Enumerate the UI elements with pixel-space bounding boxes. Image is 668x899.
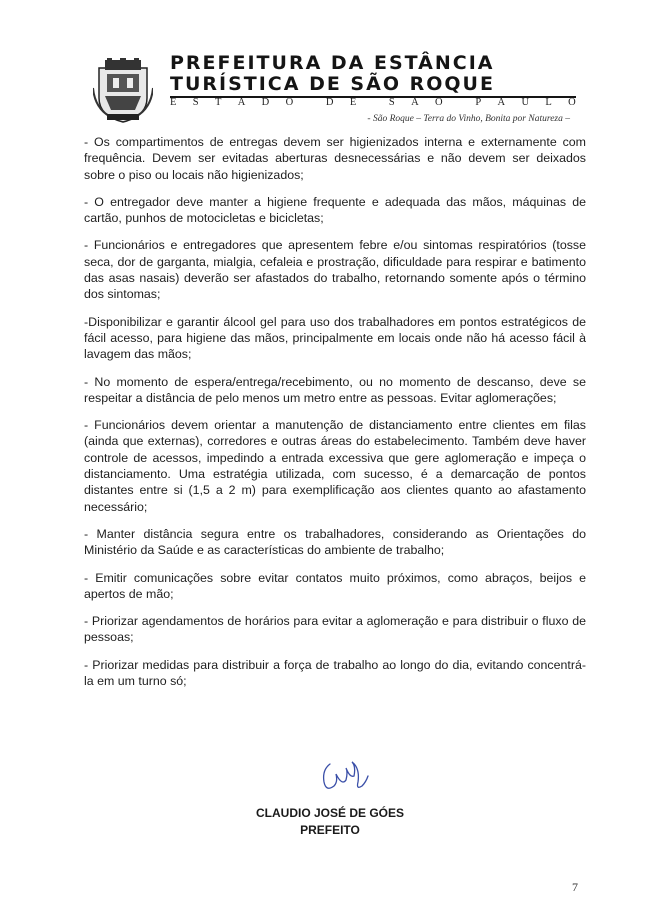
state-letter: S — [192, 97, 199, 108]
state-letter: P — [475, 97, 482, 108]
state-letter: D — [325, 97, 334, 108]
header-motto: - São Roque – Terra do Vinho, Bonita por Natureza – — [367, 114, 570, 124]
state-letter: E — [170, 97, 177, 108]
state-letter: U — [521, 97, 530, 108]
guideline-paragraph: -Disponibilizar e garantir álcool gel para uso dos trabalhadores em pontos estratégicos de fácil acesso, para higiene das mãos, principalmente em locais onde não há acesso fácil à lavagem das mãos; — [84, 314, 586, 362]
guideline-paragraph: - Emitir comunicações sobre evitar contatos muito próximos, como abraços, beijos e apertos de mão; — [84, 570, 586, 601]
state-letter: A — [497, 97, 506, 108]
municipal-coat-of-arms-icon — [93, 58, 153, 124]
state-letter: D — [261, 97, 270, 108]
guideline-paragraph: - Funcionários e entregadores que apresentem febre e/ou sintomas respiratórios (tosse seca, dor de garganta, mialgia, cefaleia e prostração, dificuldade para respirar e batimento das asas nasais) deverão ser afastados do trabalho, retornando somente após o término dos sintomas; — [84, 238, 586, 302]
state-letter: S — [388, 97, 395, 108]
document-body — [84, 134, 586, 700]
header-title-line2: TURÍSTICA DE SÃO ROQUE — [170, 73, 495, 95]
state-letter: O — [568, 97, 576, 108]
state-letter: O — [435, 97, 443, 108]
guideline-paragraph: - O entregador deve manter a higiene frequente e adequada das mãos, máquinas de cartão, punhos de motocicletas e bicicletas; — [84, 194, 586, 226]
guideline-paragraph: - Manter distância segura entre os trabalhadores, considerando as Orientações do Ministério da Saúde e as características do ambiente de trabalho; — [84, 526, 586, 558]
header-state-line — [170, 96, 576, 110]
guideline-paragraph: - Funcionários devem orientar a manutenção de distanciamento entre clientes em filas (ainda que externas), corredores e outras áreas do estabelecimento. Também deve haver controle de acessos, impedindo a entrada excessiva que gere aglomeração e impeça o distanciamento. Uma estratégia utilizada, com sucesso, é a demarcação de pontos distantes entre si (1,5 a 2 m) para exemplificação aos clientes quanto ao afastamento necessário; — [84, 418, 586, 514]
page-number: 7 — [572, 880, 578, 894]
state-letter: Ã — [411, 97, 419, 108]
state-letter: A — [237, 97, 246, 108]
handwritten-signature — [316, 756, 376, 796]
guideline-paragraph: - Os compartimentos de entregas devem ser higienizados interna e externamente com frequência. Devem ser evitadas aberturas desnecessárias e não devem ser deixados sobre o piso ou locais não higienizados; — [84, 135, 586, 182]
signatory-name: CLAUDIO JOSÉ DE GÓES — [255, 806, 405, 820]
signatory-title: PREFEITO — [300, 823, 360, 837]
state-letter: T — [214, 97, 222, 108]
state-letter: L — [545, 97, 552, 108]
guideline-paragraph: - Priorizar agendamentos de horários para evitar a aglomeração e para distribuir o fluxo de pessoas; — [84, 614, 586, 645]
state-letter: O — [285, 97, 294, 108]
state-letter: E — [349, 97, 357, 108]
guideline-paragraph: - No momento de espera/entrega/recebimento, ou no momento de descanso, deve se respeitar a distância de pelo menos um metro entre as pessoas. Evitar aglomerações; — [84, 374, 586, 405]
guideline-paragraph: - Priorizar medidas para distribuir a força de trabalho ao longo do dia, evitando concentrá-la em um turno só; — [84, 657, 586, 689]
header-title-line1: PREFEITURA DA ESTÂNCIA — [170, 52, 495, 74]
